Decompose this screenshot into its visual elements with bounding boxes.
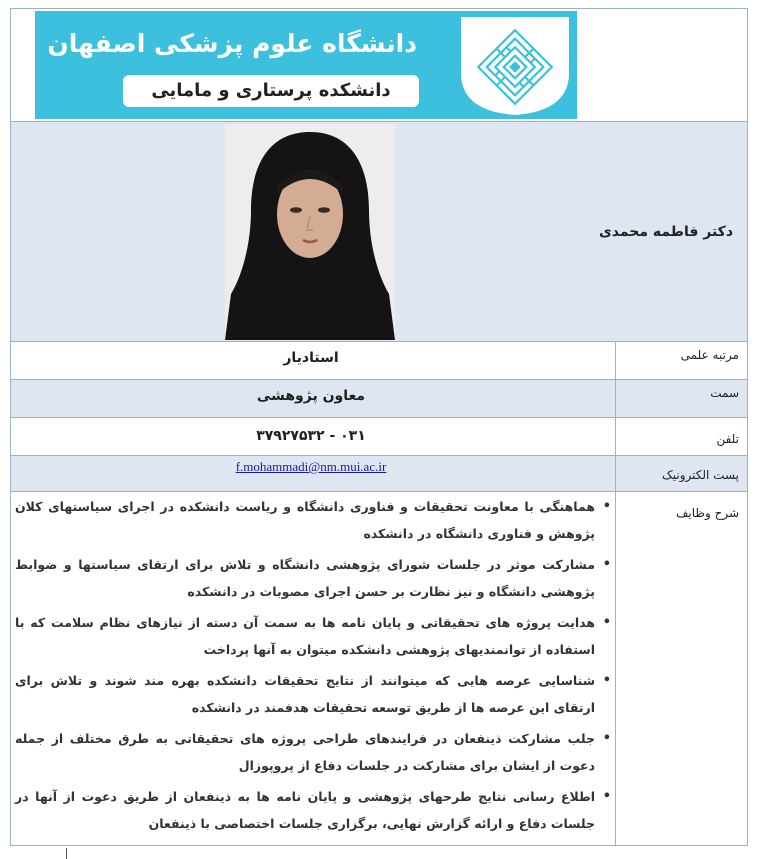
email-row xyxy=(11,455,747,491)
rank-row xyxy=(11,341,747,379)
university-logo-icon xyxy=(457,13,573,117)
email-label: پست الکترونیک xyxy=(662,468,739,482)
duty-item: • مشارکت موثر در جلسات شورای پژوهشی دانشگاه و تلاش برای ارتقای سیاستها و ضوابط پژوهشی دانشگاه و نیز نظارت بر حسن اجرای مصوبات در دانشکده xyxy=(15,552,595,605)
position-label: سمت xyxy=(710,386,739,400)
portrait-image xyxy=(225,124,395,340)
profile-row xyxy=(11,121,747,341)
rank-label: مرتبه علمی xyxy=(680,348,739,362)
duties-list xyxy=(15,494,611,842)
duties-label: شرح وظایف xyxy=(676,506,739,520)
page-edge-mark xyxy=(66,848,67,859)
person-name: دکتر فاطمه محمدی xyxy=(598,224,733,240)
email-link[interactable]: f.mohammadi@nm.mui.ac.ir xyxy=(235,459,387,474)
duty-item: • شناسایی عرصه هایی که میتوانند از نتایج تحقیقات دانشکده بهره مند شوند و تلاش برای ارتقای این عرصه ها از طریق توسعه تحقیقات هدفمند در دانشکده xyxy=(15,668,595,721)
phone-label: تلفن xyxy=(716,432,739,446)
position-value: معاون پژوهشی xyxy=(256,388,366,404)
faculty-title: دانشکده پرستاری و مامایی xyxy=(123,75,419,107)
profile-document xyxy=(10,8,748,846)
university-title: دانشگاه علوم پزشکی اصفهان xyxy=(47,29,417,58)
header-banner xyxy=(35,11,577,119)
duty-item: • هماهنگی با معاونت تحقیقات و فناوری دانشگاه و ریاست دانشکده در اجرای سیاستهای کلان پژوهش و فناوری دانشگاه در دانشکده xyxy=(15,494,595,547)
duties-row xyxy=(11,491,747,845)
duty-item: • اطلاع رسانی نتایج طرحهای پژوهشی و پایان نامه ها به ذینفعان از طریق دعوت از آنها در جلسات دفاع و ارائه گزارش نهایی، برگزاری جلسات اختصاصی با ذینفعان xyxy=(15,784,595,837)
rank-value: استادیار xyxy=(283,350,339,366)
duty-item: • هدایت پروژه های تحقیقاتی و پایان نامه ها به سمت آن دسته از نیازهای نظام سلامت که با استفاده از توانمندیهای پژوهشی دانشکده میتوان به آنها پرداخت xyxy=(15,610,595,663)
column-divider xyxy=(615,341,616,845)
profile-photo xyxy=(225,124,395,340)
duty-item: • جلب مشارکت ذینفعان در فرایندهای طراحی پروژه های تحقیقاتی به طرق مختلف از جمله دعوت از ایشان برای مشارکت در جلسات دفاع از پروپوزال xyxy=(15,726,595,779)
position-row xyxy=(11,379,747,417)
phone-value: ۰۳۱ - ۳۷۹۲۷۵۳۲ xyxy=(256,428,366,444)
phone-row xyxy=(11,417,747,455)
